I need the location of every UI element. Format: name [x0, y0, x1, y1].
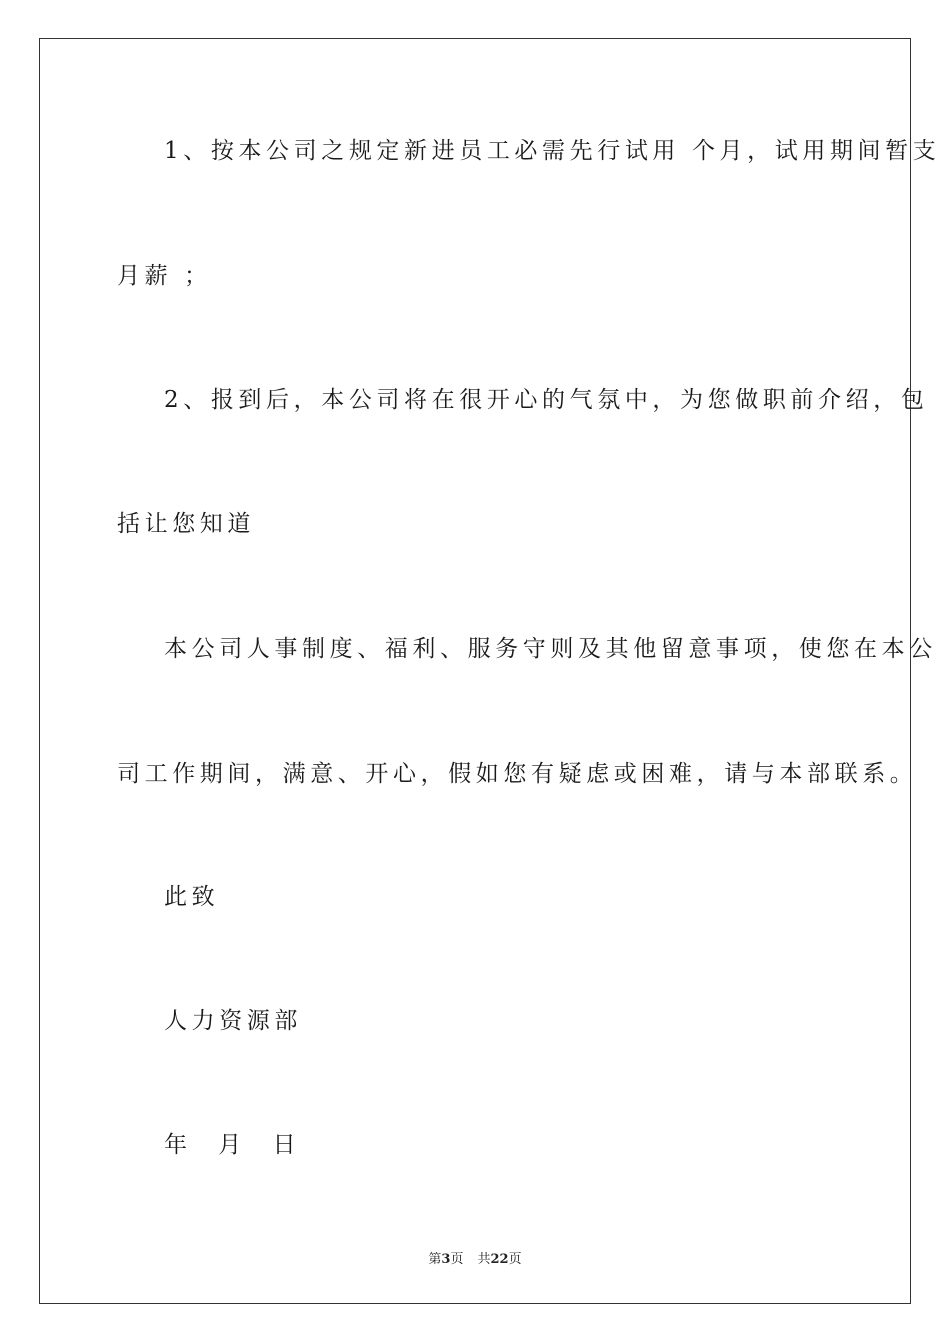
paragraph-1-line-1: 1、按本公司之规定新进员工必需先行试用 个月，试用期间暂支	[164, 138, 941, 164]
paragraph-3-line-2: 司工作期间，满意、开心，假如您有疑虑或困难，请与本部联系。	[117, 761, 918, 787]
paragraph-1-line-2: 月薪 ；	[117, 263, 212, 289]
total-unit: 页	[508, 1252, 522, 1267]
closing-salutation: 此致	[164, 884, 220, 910]
paragraph-2-line-1: 2、报到后，本公司将在很开心的气氛中，为您做职前介绍，包	[164, 387, 929, 413]
page-current: 3	[441, 1252, 451, 1267]
page-border	[39, 38, 911, 1304]
signature-date: 年 月 日	[164, 1132, 308, 1158]
page-total: 22	[490, 1252, 509, 1267]
page-unit: 页	[450, 1252, 464, 1267]
paragraph-3-line-1: 本公司人事制度、福利、服务守则及其他留意事项，使您在本公	[164, 636, 937, 662]
signature-department: 人力资源部	[164, 1008, 302, 1034]
page-number-footer	[0, 1248, 950, 1267]
paragraph-2-line-2: 括让您知道	[117, 511, 255, 537]
page-prefix: 第	[428, 1252, 442, 1267]
total-prefix: 共	[477, 1252, 491, 1267]
